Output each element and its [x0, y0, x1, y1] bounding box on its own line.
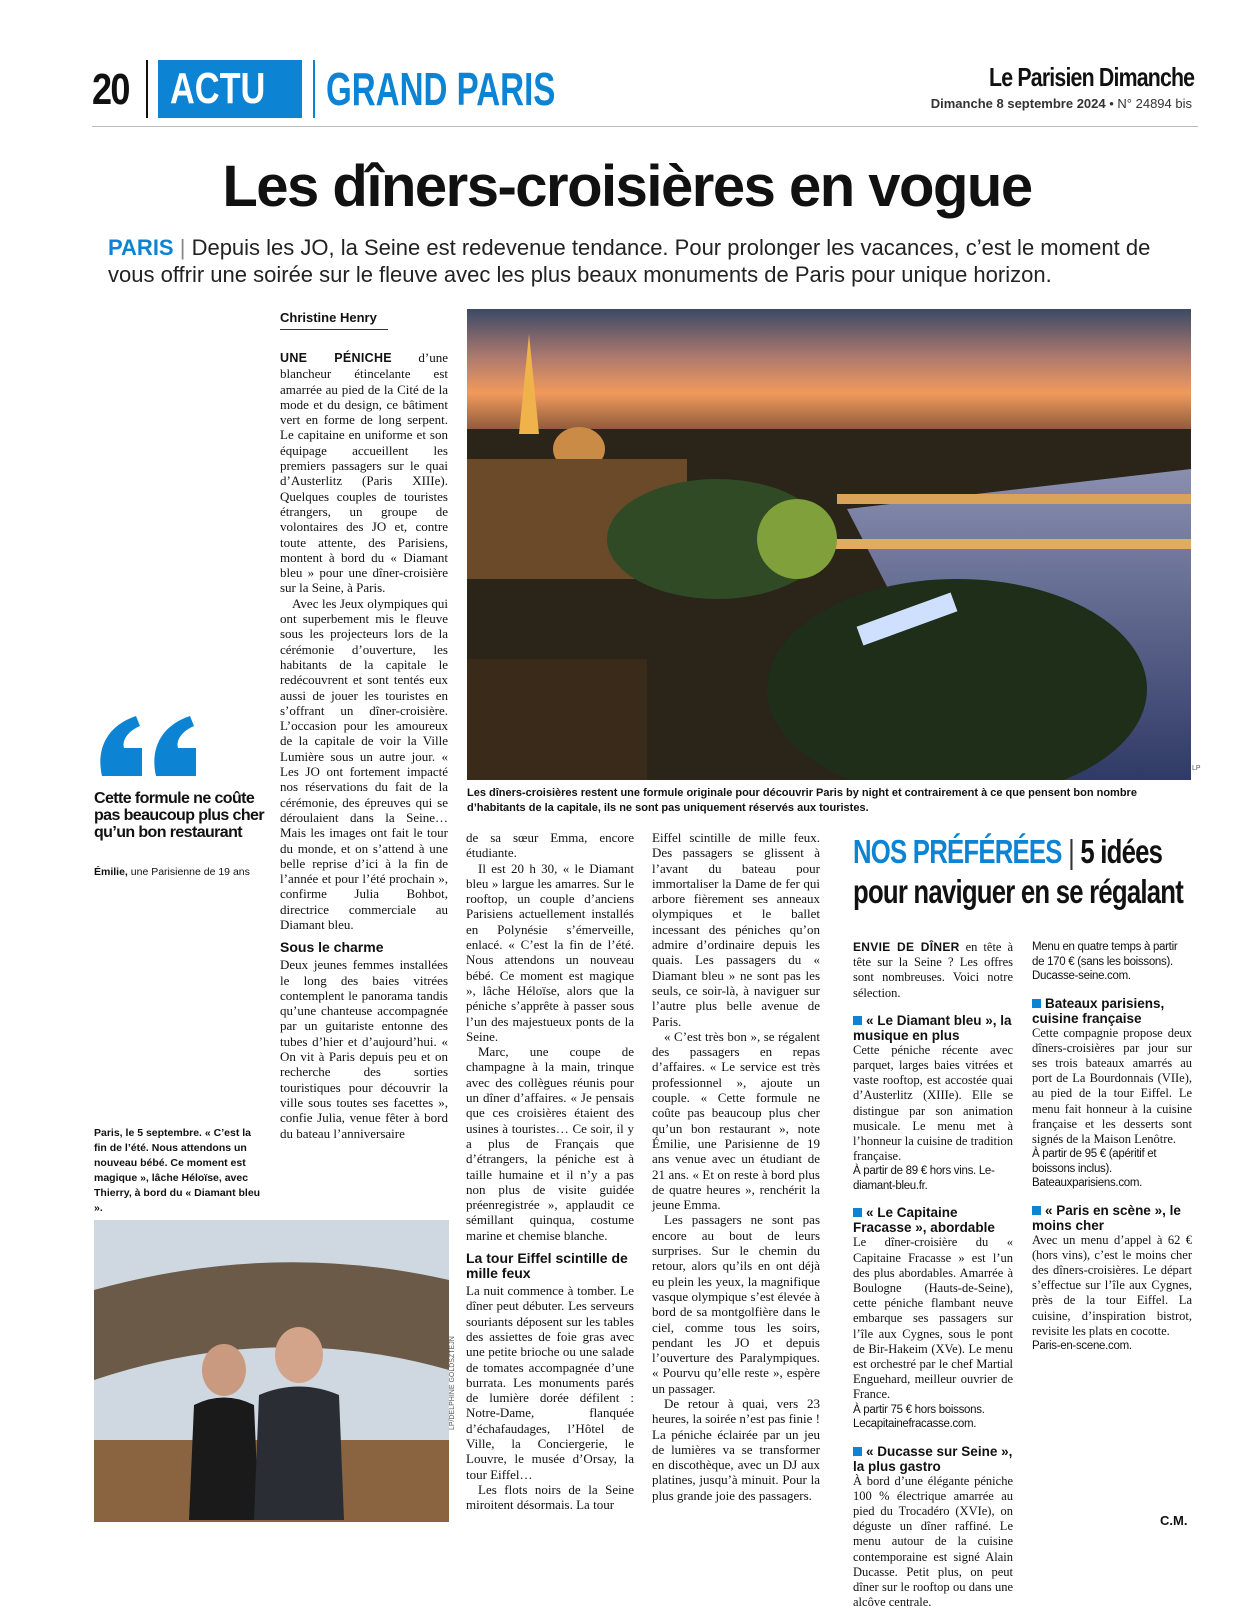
issue-number: • N° 24894 bis	[1109, 96, 1192, 111]
pull-quote: Cette formule ne coûte pas beaucoup plus cher qu’un bon restaurant	[94, 790, 264, 841]
article-paragraph: Il est 20 h 30, « le Diamant bleu » largue les amarres. Sur le rooftop, un couple d’anciens Parisiens actuellement installés en Polynésie s’émerveille, enlacé. « C’est la fin de l’été. Nous attendons un nouveau bébé. Ce moment est magique », lâche Héloïse, alors que la péniche s’apprête à passer sous l’un des majestueux ponts de la Seine.	[466, 860, 634, 1044]
article-paragraph: Eiffel scintille de mille feux. Des passagers se glissent à l’avant du bateau pour immortaliser la Dame de fer qui arbore fièrement ses anneaux olympiques et le ballet incessant des péniches qu’on admire d’ordinaire depuis les quais. Les passagers du « Diamant bleu » ne sont pas les seuls, ce soir-là, à naviguer sur l’autre plus belle avenue de Paris.	[652, 830, 820, 1029]
sidebar-item-info: À partir 75 € hors boissons. Lecapitainefracasse.com.	[853, 1403, 985, 1431]
page-number: 20	[92, 65, 129, 114]
article-paragraph: Marc, une coupe de champagne à la main, trinque avec des collègues réunis pour un dîner d’affaires. « Je pensais que ces croisières étaient des usines à touristes… Ce soir, il y a plus de Français que d’étrangers, la péniche est à taille humaine et il n’y a pas non plus de visite guidée préenregistrée », applaudit ce sémillant quinqua, costume marine et chemise blanche.	[466, 1044, 634, 1243]
sidebar-item-text: Cette péniche récente avec parquet, larges baies vitrées et vaste rooftop, est accostée quai d’Austerlitz (XIIIe). Elle se distingue par son animation musicale. Le menu met à l’honneur la cuisine de tradition française.	[853, 1042, 1013, 1164]
main-photo	[467, 309, 1191, 780]
sidebar-item-info: À partir de 95 € (apéritif et boissons inclus). Bateauxparisiens.com.	[1032, 1148, 1157, 1190]
header-divider	[146, 60, 148, 118]
article-paragraph: La nuit commence à tomber. Le dîner peut débuter. Les serveurs souriants déposent sur les tables des assiettes de foie gras avec une petite brioche ou une salade de tomates accompagnée d’une burrata. Les monuments parés de lumière dorée défilent : Notre-Dame, flanquée d’échafaudages, l’Hôtel de Ville, la Conciergerie, le Louvre, le musée d’Orsay, la tour Eiffel…	[466, 1283, 634, 1482]
article-column-3	[652, 830, 820, 1503]
bullet-square-icon	[1032, 1206, 1041, 1215]
sidebar-item-title	[1032, 996, 1192, 1026]
paragraph-text: d’une blancheur étincelante est amarrée au pied de la Cité de la mode et du design, ce bâtiment vert en forme de long serpent. Le capitaine en uniforme et son équipage accueillent les premiers passagers sur le quai d’Austerlitz (Paris XIIIe). Quelques couples de touristes étrangers, un groupe de volontaires des JO et, contre toute attente, des Parisiens, montent à bord du « Diamant bleu » pour une dîner-croisière sur la Seine, à Paris.	[280, 350, 448, 596]
item-title-text: Bateaux parisiens, cuisine française	[1032, 995, 1165, 1026]
dateline	[931, 96, 1192, 112]
header-rule	[92, 126, 1198, 127]
photo-caption: Les dîners-croisières restent une formule originale pour découvrir Paris by night et contrairement à ce que pensent bon nombre d’habitants de la capitale, ils ne sont pas uniquement réservés aux touristes.	[467, 787, 1137, 814]
section-label-text: ACTU	[170, 64, 266, 113]
section-label	[158, 60, 302, 118]
sidebar-item-title	[853, 1444, 1013, 1474]
sidebar-item-text: À bord d’une élégante péniche 100 % électrique amarrée au pied du Trocadéro (XVIe), on déguste un dîner raffiné. Le menu autour de la cuisine contemporaine est signé Alain Ducasse. Petit plus, on peut dîner sur le rooftop ou dans une alcôve centrale.	[853, 1473, 1013, 1610]
header-divider	[313, 60, 315, 118]
article-column-2	[466, 830, 634, 1512]
article-paragraph: Deux jeunes femmes installées le long des baies vitrées contemplent le panorama tandis qu’une chanteuse accompagnée par un guitariste entonne des tubes d’hier et d’aujourd’hui. « On vit à Paris depuis peu et on recherche des sorties touristiques pour découvrir la ville sous toutes ses facettes », confie Julia, venue fêter à bord du bateau l’anniversaire	[280, 957, 448, 1141]
sidebar-item-title	[853, 1013, 1013, 1043]
item-title-text: « Le Capitaine Fracasse », abordable	[853, 1205, 995, 1236]
sidebar-intro-text: en tête à tête sur la Seine ? Les offres sont nombreuses. Voici notre sélection.	[853, 940, 1014, 1000]
sidebar-lead-in: ENVIE DE DÎNER	[853, 940, 960, 954]
photo2-caption: Paris, le 5 septembre. « C’est la fin de l’été. Nous attendons un nouveau bébé. Ce moment est magique », lâche Héloïse, avec Thierry, à bord du « Diamant bleu ».	[94, 1127, 261, 1214]
bridge	[827, 539, 1191, 549]
article-paragraph: Avec les Jeux olympiques qui ont superbement mis le fleuve sous les projecteurs lors de la cérémonie d’ouverture, les habitants de la capitale le redécouvrent et sont tentés eux aussi de jouer les touristes en s’offrant un dîner-croisière. L’occasion pour les amoureux de la capitale de voir la Ville Lumière sous un autre jour. « Les JO ont fortement impacté nos réservations du fait de la cérémonie, des épreuves qui se déroulaient dans la Seine… Mais les images ont fait le tour du monde, et on s’attend à une belle reprise d’ici à la fin de l’année et pour l’été prochain », confirme Julia Bohbot, directrice commerciale au Diamant bleu.	[280, 595, 448, 932]
trees	[757, 499, 837, 579]
sidebar-title-rest: 5 idées	[1080, 833, 1163, 870]
photo-credit: LP	[1192, 765, 1201, 772]
couple-photo	[94, 1220, 449, 1522]
person-face	[202, 1344, 246, 1396]
sidebar-intro	[853, 940, 1013, 1001]
item-title-text: « Paris en scène », le moins cher	[1032, 1202, 1181, 1233]
article-paragraph: « C’est très bon », se régalent des passagers en repas d’affaires. « Le service est très professionnel », ajoute un couple. « Cette formule ne coûte pas beaucoup plus cher qu’un bon restaurant », note Émilie, une Parisienne de 19 ans venue avec un étudiant de 21 ans. « Et on reste à bord plus de quatre heures », renchérit la jeune Emma.	[652, 1028, 820, 1213]
bullet-square-icon	[853, 1208, 862, 1217]
article-paragraph	[280, 350, 448, 596]
headline: Les dîners-croisières en vogue	[222, 154, 1032, 219]
sidebar-column-2	[1032, 940, 1192, 1354]
photo2-credit: LP/DELPHINE GOLDSZTEJN	[449, 1336, 456, 1430]
article-paragraph: De retour à quai, vers 23 heures, la soirée n’est pas finie ! La péniche éclairée par un jeu de lumières va se transformer en discothèque, avec un DJ aux platines, jusqu’à minuit. Pour la plus grande joie des passagers.	[652, 1395, 820, 1503]
sidebar-item-text: Cette compagnie propose deux dîners-croisières par jour sur ses trois bateaux amarrés au port de La Bourdonnais (VIIe), au pied de la tour Eiffel. Le menu fait honneur à la cuisine française et les desserts sont signés de la Maison Lenôtre.	[1032, 1025, 1192, 1146]
sidebar-item-info: Paris-en-scene.com.	[1032, 1340, 1132, 1353]
subheading: Sous le charme	[280, 939, 384, 956]
subheading: La tour Eiffel scintille de mille feux	[466, 1250, 628, 1282]
sidebar-item-info: À partir de 89 € hors vins. Le-diamant-bleu.fr.	[853, 1165, 995, 1192]
quote-mark-icon	[96, 714, 206, 780]
article-paragraph: Les flots noirs de la Seine miroitent désormais. La tour	[466, 1481, 634, 1513]
byline-rule	[280, 329, 388, 330]
article-column-1	[280, 350, 448, 1141]
sidebar-column-1	[853, 940, 1013, 1611]
issue-date: Dimanche 8 septembre 2024	[930, 96, 1106, 111]
newspaper-logo: Le Parisien Dimanche	[988, 62, 1194, 92]
article-paragraph: Les passagers ne sont pas encore au bout de leurs surprises. Sur le chemin du retour, alors qu’ils en ont déjà eu plein les yeux, la magnifique vasque olympique s’est élevée à bord de sa montgolfière dans le ciel, comme tous les soirs, pendant les JO et depuis l’ouverture des Paralympiques. « Pourvu qu’elle reste », espère un passager.	[652, 1212, 820, 1396]
sidebar-title	[853, 832, 1193, 912]
person-face	[275, 1327, 323, 1383]
sidebar-title-pipe: |	[1068, 833, 1074, 870]
person-body	[189, 1398, 259, 1521]
bullet-square-icon	[853, 1016, 862, 1025]
person-body	[254, 1387, 344, 1521]
bullet-square-icon	[1032, 999, 1041, 1008]
sidebar-item-info: Menu en quatre temps à partir de 170 € (sans les boissons). Ducasse-seine.com.	[1032, 941, 1178, 982]
bullet-square-icon	[853, 1447, 862, 1456]
sidebar-title-blue: NOS PRÉFÉRÉES	[853, 833, 1062, 870]
item-title-text: « Ducasse sur Seine », la plus gastro	[853, 1443, 1013, 1474]
bridge	[837, 494, 1191, 504]
sidebar-title-line2: pour naviguer en se régalant	[853, 873, 1184, 910]
byline: Christine Henry	[280, 310, 377, 325]
sidebar-item-title	[1032, 1203, 1192, 1233]
standfirst-text: Depuis les JO, la Seine est redevenue tendance. Pour prolonger les vacances, c’est le moment de vous offrir une soirée sur le fleuve avec les plus beaux monuments de Paris pour unique horizon.	[108, 235, 1151, 287]
pull-quote-author	[94, 865, 250, 879]
standfirst-place: PARIS	[108, 235, 174, 260]
item-title-text: « Le Diamant bleu », la musique en plus	[853, 1012, 1012, 1043]
lead-in: UNE PÉNICHE	[280, 351, 392, 365]
quote-author-desc: une Parisienne de 19 ans	[130, 866, 250, 878]
sidebar-item-text: Le dîner-croisière du « Capitaine Fracasse » est l’un des plus abordables. Amarrée à Boulogne (Hauts-de-Seine), cette péniche flambant neuve embarque ses passagers sur l’île aux Cygnes, sous le pont de Bir-Hakeim (XVe). Le menu est orchestré par le chef Martial Enguehard, meilleur ouvrier de France.	[853, 1235, 1013, 1402]
sidebar-item-title	[853, 1205, 1013, 1235]
sidebar-signoff: C.M.	[1160, 1513, 1188, 1528]
article-paragraph: de sa sœur Emma, encore étudiante.	[466, 830, 634, 861]
standfirst	[108, 234, 1178, 288]
quote-author-name: Émilie,	[94, 866, 128, 878]
sidebar-item-text: Avec un menu d’appel à 62 € (hors vins), c’est le moins cher des dîners-croisières. Le départ s’effectue sur l’île aux Cygnes, près de la tour Eiffel. La cuisine, d’inspiration bistrot, revisite les plats en cocotte.	[1032, 1232, 1192, 1338]
quay	[467, 659, 647, 780]
standfirst-separator: |	[179, 235, 186, 260]
subsection-label: GRAND PARIS	[326, 63, 556, 115]
